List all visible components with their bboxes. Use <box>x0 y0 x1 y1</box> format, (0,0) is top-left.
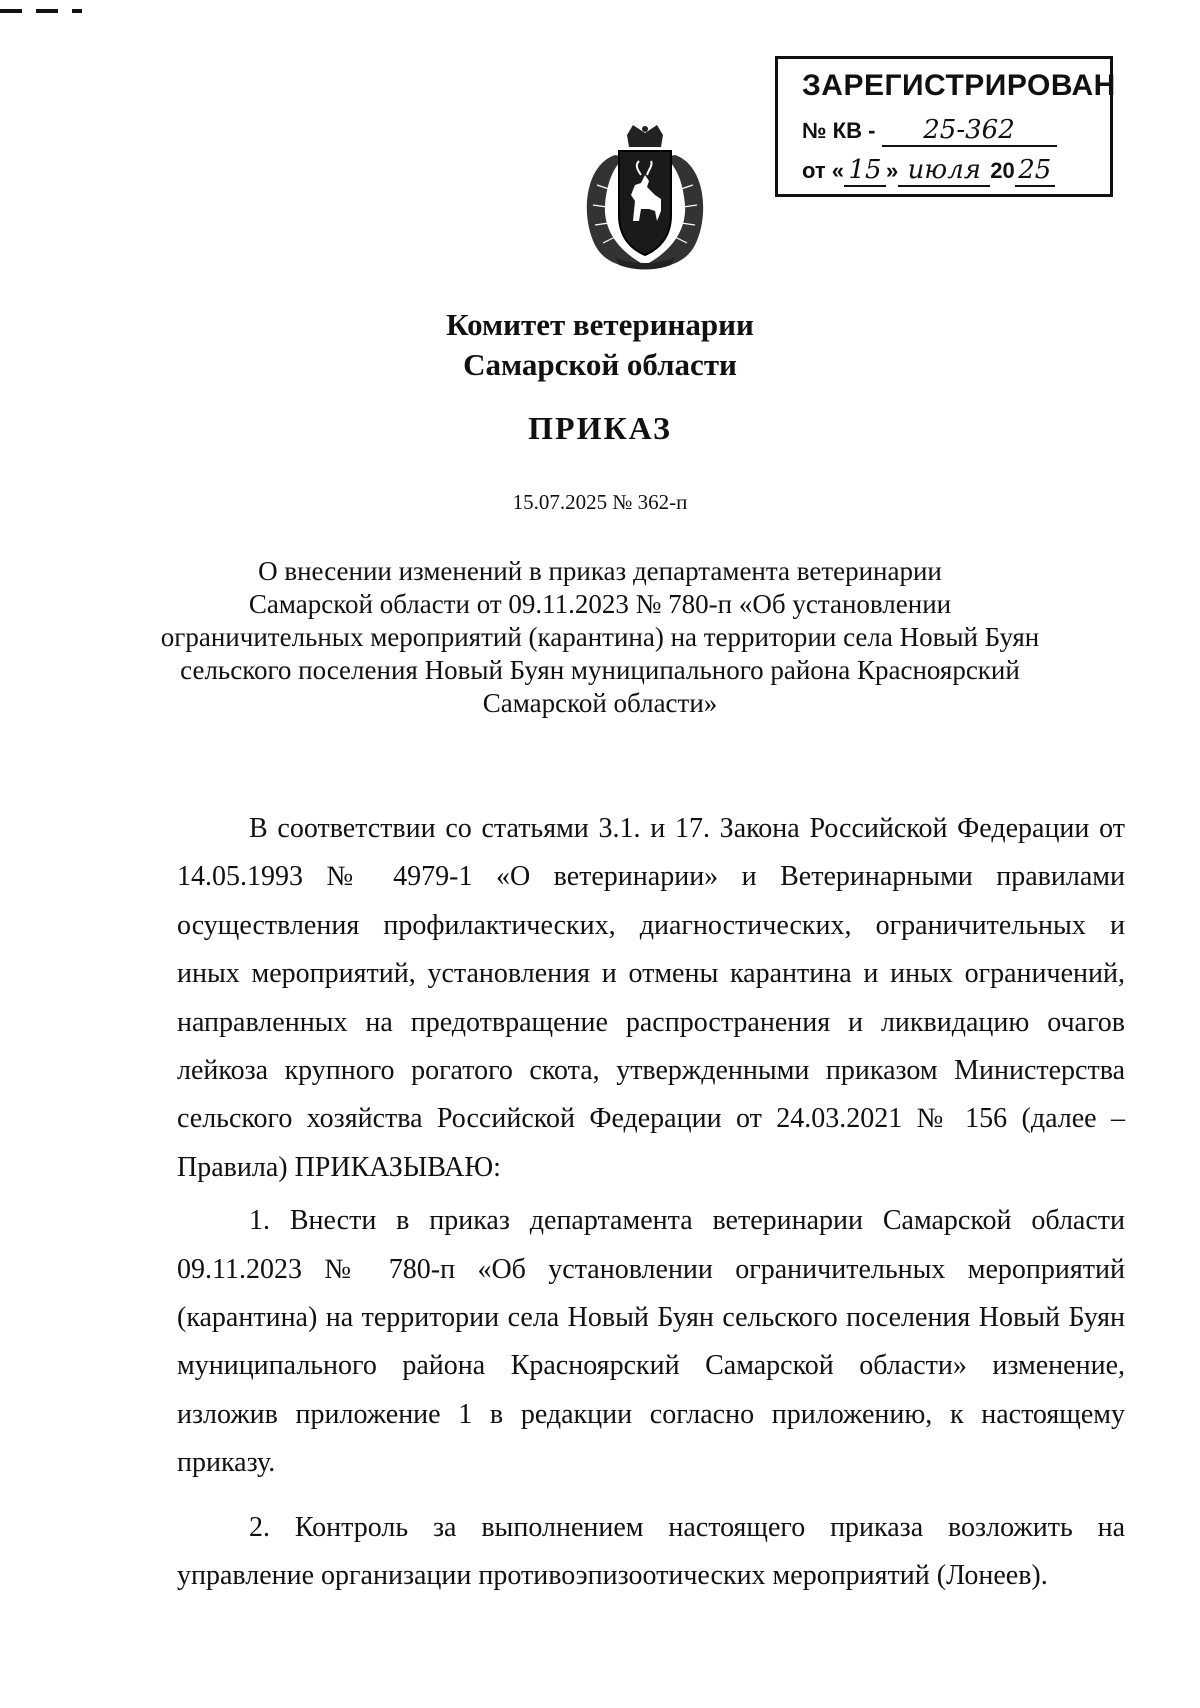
stamp-date-mid: » <box>886 158 899 183</box>
subject-line-3: ограничительных мероприятий (карантина) на территории села Новый Буян <box>160 622 1040 652</box>
stamp-date-prefix: от « <box>802 158 845 183</box>
order-item-2: 2. Контроль за выполнением настоящего приказа возложить на управление организации противоэпизоотических мероприятий (Лонеев). <box>177 1511 1125 1592</box>
preamble-paragraph: В соответствии со статьями 3.1. и 17. Закона Российской Федерации от 14.05.1993 № 4979-1 «О ветеринарии» и Ветеринарными правилами осуществления профилактических, диагностических, ограничительных и иных мероприятий, установления и отмены карантина и иных ограничений, направленных на предотвращение распространения и ликвидацию очагов лейкоза крупного рогатого скота, утвержденными приказом Министерства сельского хозяйства Российской Федерации от 24.03.2021 № 156 (далее – Правила) ПРИКАЗЫВАЮ: <box>177 813 1125 1183</box>
registration-stamp <box>775 56 1116 197</box>
samara-coat-of-arms-icon <box>575 125 715 275</box>
document-type-heading: ПРИКАЗ <box>528 410 672 446</box>
stamp-day-handwritten: 15 <box>844 155 886 187</box>
subject-line-5: Самарской области» <box>482 688 718 718</box>
subject-line-2: Самарской области от 09.11.2023 № 780-п «Об установлении <box>248 589 952 619</box>
stamp-number-handwritten: 25-362 <box>882 115 1057 147</box>
stamp-month-handwritten: июля <box>898 155 990 187</box>
stamp-number-prefix: № КВ - <box>802 118 876 143</box>
stamp-year-prefix: 20 <box>990 158 1015 183</box>
stamp-title: ЗАРЕГИСТРИРОВАН <box>802 69 1116 102</box>
stamp-year-handwritten: 25 <box>1015 155 1055 187</box>
stamp-number-row <box>802 115 1057 147</box>
authority-line-2: Самарской области <box>463 347 737 382</box>
scan-corner-marks <box>0 0 110 4</box>
order-item-1: 1. Внести в приказ департамента ветеринарии Самарской области 09.11.2023 № 780-п «Об установлении ограничительных мероприятий (карантина) на территории села Новый Буян сельского поселения Новый Буян муниципального района Красноярский Самарской области» изменение, изложив приложение 1 в редакции согласно приложению, к настоящему приказу. <box>177 1205 1125 1479</box>
stamp-date-row <box>802 155 1055 187</box>
authority-line-1: Комитет ветеринарии <box>446 307 754 342</box>
document-subject <box>0 555 1200 720</box>
document-date-number: 15.07.2025 № 362-п <box>512 490 688 514</box>
issuing-authority <box>0 305 1200 385</box>
subject-line-1: О внесении изменений в приказ департамента ветеринарии <box>258 556 942 586</box>
subject-line-4: сельского поселения Новый Буян муниципального района Красноярский <box>180 655 1020 685</box>
document-body <box>177 805 1125 1601</box>
